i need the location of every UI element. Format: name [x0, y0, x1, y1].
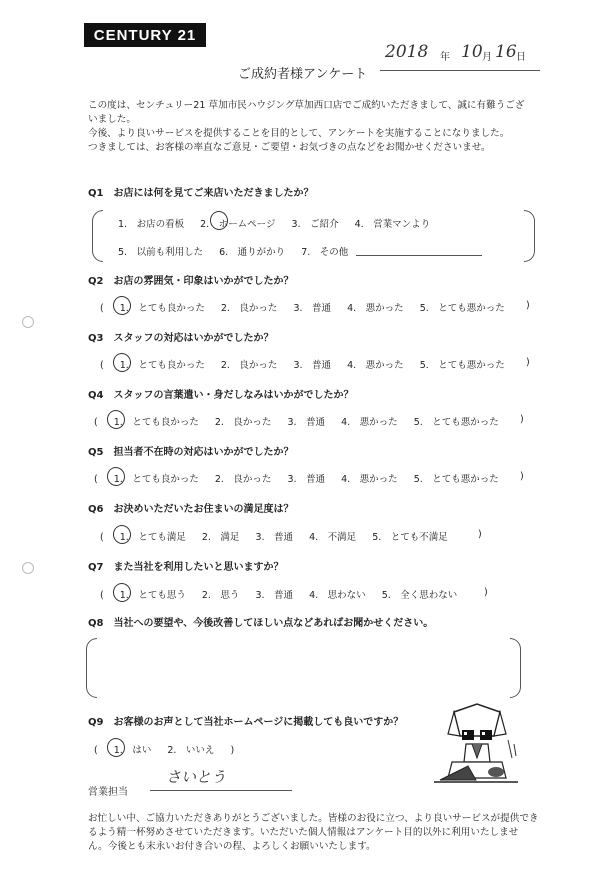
q5-options [94, 471, 512, 485]
bracket-left: ( [94, 417, 98, 428]
q8-bracket-right [510, 638, 521, 698]
q9-option[interactable]: 1. はい [113, 745, 152, 756]
intro-text [88, 99, 558, 155]
q6-option[interactable]: 2. 満足 [201, 532, 240, 543]
q1-other-line[interactable] [356, 255, 482, 256]
q6-option[interactable]: 3. 普通 [255, 532, 294, 543]
punch-hole-mark [22, 562, 34, 574]
q4-options [94, 414, 512, 428]
q1-row1 [118, 216, 443, 230]
q5-option[interactable]: 2. 良かった [214, 474, 272, 485]
q1-label: Q1 お店には何を見てご来店いただきましたか？ [88, 188, 314, 199]
footer-line: お忙しい中、ご協力いただきありがとうございました。皆様のお役に立つ、より良いサービスが提供でき [88, 813, 539, 824]
date-month-label: 月 [482, 52, 492, 63]
q1-option[interactable]: 6. 通りがかり [219, 247, 286, 258]
q4-option[interactable]: 2. 良かった [214, 417, 272, 428]
q1-option[interactable]: 5. 以前も利用した [118, 247, 204, 258]
q6-option[interactable]: 4. 不満足 [309, 532, 357, 543]
footer-line: るよう精一杯努めさせていただきます。いただいた個人情報はアンケート目的以外に利用いたしませ [88, 827, 519, 838]
q6-options [100, 529, 461, 543]
q3-label: Q3 スタッフの対応はいかがでしたか？ [88, 333, 274, 344]
q6-option[interactable]: 5. とても不満足 [372, 532, 448, 543]
page-title: ご成約者様アンケート [238, 67, 368, 82]
mascot-illustration [432, 700, 522, 800]
staff-underline [150, 790, 292, 791]
q1-option[interactable]: 2. ホームページ [200, 219, 276, 230]
q2-option[interactable]: 5. とても悪かった [419, 303, 505, 314]
q2-option[interactable]: 1. とても良かった [119, 303, 205, 314]
q1-option[interactable]: 1. お店の看板 [118, 219, 185, 230]
q9-option[interactable]: 2. いいえ [167, 745, 215, 756]
q1-option[interactable]: 3. ご紹介 [291, 219, 339, 230]
q2-options [100, 300, 518, 314]
mascot-svg [432, 700, 522, 800]
q5-option[interactable]: 3. 普通 [287, 474, 326, 485]
bracket-left: ( [100, 303, 104, 314]
q3-option[interactable]: 2. 良かった [220, 360, 278, 371]
bracket-left: ( [94, 745, 98, 756]
bracket-right: ) [520, 414, 524, 425]
q4-option[interactable]: 5. とても悪かった [413, 417, 499, 428]
footer-line: ん。今後とも末永いお付き合いの程、よろしくお願いいたします。 [88, 841, 376, 852]
staff-label: 営業担当 [88, 787, 128, 798]
q2-option[interactable]: 3. 普通 [293, 303, 332, 314]
q3-options [100, 357, 518, 371]
bracket-right: ) [520, 471, 524, 482]
q3-option[interactable]: 1. とても良かった [119, 360, 205, 371]
bracket-left: ( [100, 532, 104, 543]
q9-label: Q9 お客様のお声として当社ホームページに掲載しても良いですか？ [88, 717, 404, 728]
punch-hole-mark [22, 316, 34, 328]
q5-label: Q5 担当者不在時の対応はいかがでしたか？ [88, 447, 294, 458]
q2-option[interactable]: 2. 良かった [220, 303, 278, 314]
q7-option[interactable]: 2. 思う [201, 590, 240, 601]
q3-option[interactable]: 4. 悪かった [347, 360, 404, 371]
q7-option[interactable]: 3. 普通 [255, 590, 294, 601]
q1-option[interactable]: 7. その他 [301, 247, 349, 258]
q6-label: Q6 お決めいただいたお住まいの満足度は？ [88, 504, 294, 515]
date-month: 10 [461, 42, 483, 62]
q8-bracket-left [86, 638, 97, 698]
q3-option[interactable]: 3. 普通 [293, 360, 332, 371]
q1-bracket-right [524, 210, 535, 262]
bracket-left: ( [94, 474, 98, 485]
date-day-label: 日 [516, 52, 526, 63]
bracket-right: ) [526, 357, 530, 368]
q4-option[interactable]: 4. 悪かった [341, 417, 398, 428]
date-year-label: 年 [440, 52, 450, 63]
q1-option[interactable]: 4. 営業マンより [354, 219, 431, 230]
date-day: 16 [495, 42, 517, 62]
q4-option[interactable]: 1. とても良かった [113, 417, 199, 428]
q7-option[interactable]: 4. 思わない [309, 590, 366, 601]
intro-line: いました。 [88, 114, 136, 125]
q2-option[interactable]: 4. 悪かった [347, 303, 404, 314]
bracket-right: ) [526, 300, 530, 311]
q5-option[interactable]: 4. 悪かった [341, 474, 398, 485]
bracket-left: ( [100, 590, 104, 601]
intro-line: つきましては、お客様の率直なご意見・ご要望・お気づきの点などをお聞かせくださいませ。 [88, 142, 491, 153]
date-underline [380, 70, 540, 71]
footer-text [88, 812, 558, 854]
bracket-right: ) [230, 745, 235, 756]
q7-label: Q7 また当社を利用したいと思いますか？ [88, 562, 284, 573]
q2-label: Q2 お店の雰囲気・印象はいかがでしたか？ [88, 276, 294, 287]
q5-option[interactable]: 1. とても良かった [113, 474, 199, 485]
q1-row2 [118, 244, 361, 258]
q3-option[interactable]: 5. とても悪かった [419, 360, 505, 371]
brand-logo: CENTURY 21 [84, 23, 206, 47]
q6-option[interactable]: 1. とても満足 [119, 532, 186, 543]
q7-option[interactable]: 1. とても思う [119, 590, 186, 601]
q8-label: Q8 当社への要望や、今後改善してほしい点などあればお聞かせください。 [88, 618, 434, 629]
q5-option[interactable]: 5. とても悪かった [413, 474, 499, 485]
q7-option[interactable]: 5. 全く思わない [381, 590, 458, 601]
intro-line: この度は、センチュリー21 草加市民ハウジング草加西口店でご成約いただきまして、誠に有難うござ [88, 100, 525, 111]
intro-line: 今後、より良いサービスを提供することを目的として、アンケートを実施することになりました。 [88, 128, 510, 139]
q1-bracket-left [92, 210, 103, 262]
bracket-right: ) [478, 529, 482, 540]
q8-answer-area[interactable] [98, 640, 508, 694]
staff-name: さいとう [166, 768, 227, 786]
bracket-left: ( [100, 360, 104, 371]
q4-label: Q4 スタッフの言葉遣い・身だしなみはいかがでしたか？ [88, 390, 354, 401]
q4-option[interactable]: 3. 普通 [287, 417, 326, 428]
bracket-right: ) [484, 587, 488, 598]
date-year: 2018 [385, 42, 429, 62]
q7-options [100, 587, 470, 601]
